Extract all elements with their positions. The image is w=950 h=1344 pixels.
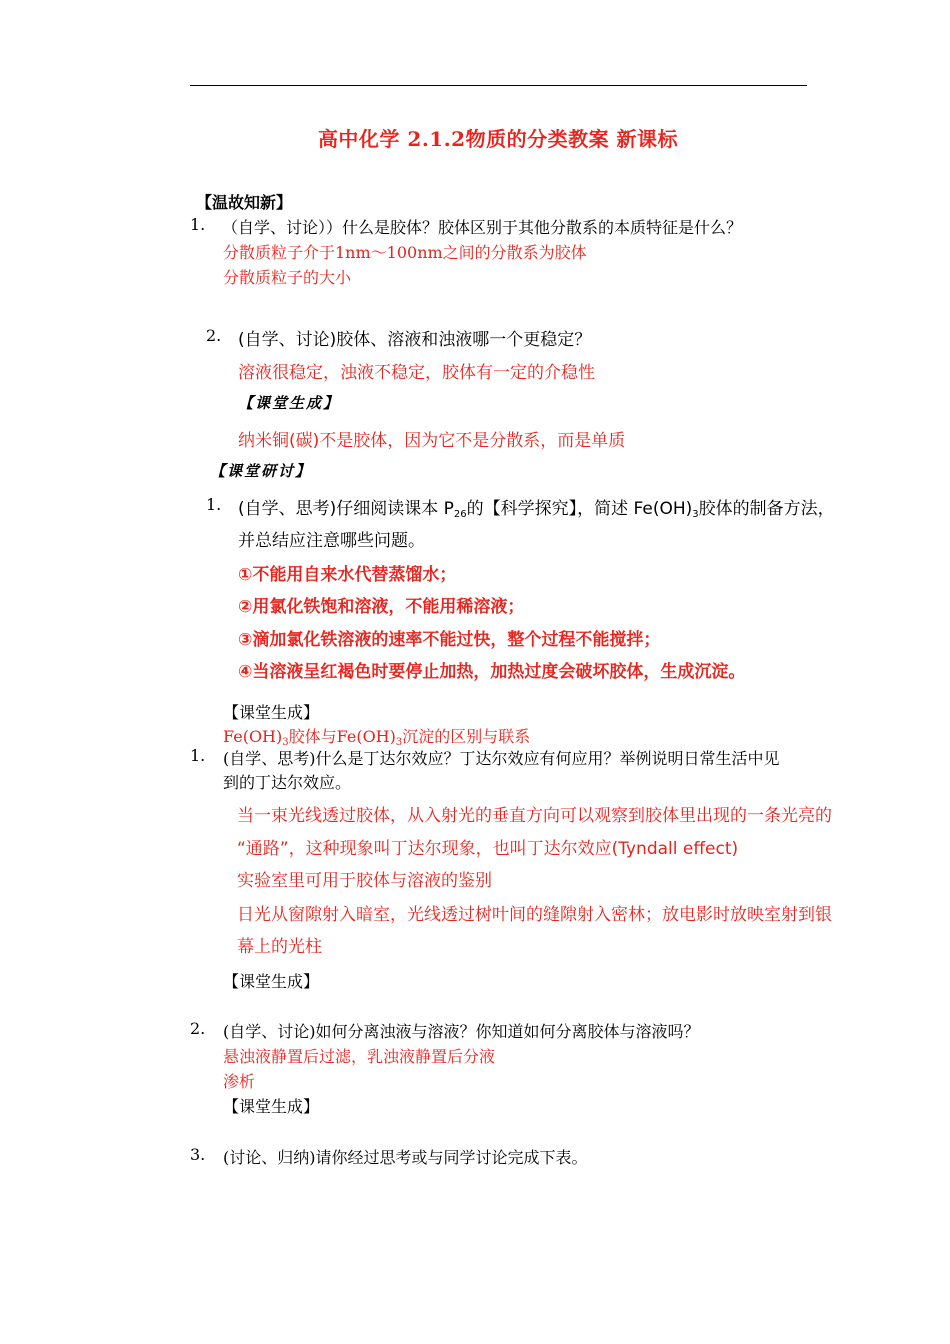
class-generation-heading-1: 【课堂生成】 <box>238 394 341 412</box>
q1-answer-2: 分散质粒子的大小 <box>223 268 352 287</box>
s1-text-line-2: 并总结应注意哪些问题。 <box>238 531 425 551</box>
s2-answer-2: “通路”，这种现象叫丁达尔现象，也叫丁达尔效应(Tyndall effect) <box>237 839 739 859</box>
q1-answer-1: 分散质粒子介于1nm～100nm之间的分散系为胶体 <box>223 243 587 262</box>
s2-text-line-2: 到的丁达尔效应。 <box>223 773 352 792</box>
s3-answer-2: 渗析 <box>223 1072 256 1091</box>
q2-text: (自学、讨论)胶体、溶液和浊液哪一个更稳定？ <box>238 330 592 350</box>
section-review-heading: 【温故知新】 <box>196 193 293 212</box>
s1-answer-1: ①不能用自来水代替蒸馏水； <box>238 565 457 585</box>
s2-text-line-1: (自学、思考)什么是丁达尔效应？丁达尔效应有何应用？举例说明日常生活中见 <box>223 749 780 768</box>
s3-answer-1: 悬浊液静置后过滤，乳浊液静置后分液 <box>223 1047 496 1066</box>
class-generation-heading-2: 【课堂生成】 <box>223 703 320 722</box>
s3-number: 2. <box>190 1019 206 1038</box>
s2-answer-1: 当一束光线透过胶体，从入射光的垂直方向可以观察到胶体里出现的一条光亮的 <box>237 806 832 826</box>
s1-number: 1. <box>206 495 222 514</box>
s2-answer-3: 实验室里可用于胶体与溶液的鉴别 <box>237 871 492 891</box>
s4-number: 3. <box>190 1145 206 1164</box>
s1-answer-3: ③滴加氯化铁溶液的速率不能过快，整个过程不能搅拌； <box>238 630 661 650</box>
page-title: 高中化学 2.1.2物质的分类教案 新课标 <box>317 127 679 151</box>
gen2-answer: $Fe(OH)_3$胶体与$Fe(OH)_3$沉淀的区别与联系 <box>223 727 531 748</box>
s1-answer-4: ④当溶液呈红褐色时要停止加热，加热过度会破坏胶体，生成沉淀。 <box>238 662 746 682</box>
class-generation-heading-4: 【课堂生成】 <box>223 1097 320 1116</box>
gen1-answer: 纳米铜(碳)不是胶体，因为它不是分散系，而是单质 <box>238 431 626 451</box>
q2-number: 2. <box>206 326 222 345</box>
s2-answer-5: 幕上的光柱 <box>237 937 322 957</box>
section-study-heading: 【课堂研讨】 <box>210 462 313 480</box>
s2-number: 1. <box>190 746 206 765</box>
s1-text-line-1: (自学、思考)仔细阅读课本 $P_{26}$的【科学探究】，简述 $Fe(OH)_3$胶体的制备方法， <box>238 499 835 520</box>
q1-number: 1. <box>190 215 206 234</box>
q2-answer: 溶液很稳定，浊液不稳定，胶体有一定的介稳性 <box>238 363 595 383</box>
class-generation-heading-3: 【课堂生成】 <box>223 972 320 991</box>
s3-text: (自学、讨论)如何分离浊液与溶液？你知道如何分离胶体与溶液吗？ <box>223 1022 700 1041</box>
s4-text: (讨论、归纳)请你经过思考或与同学讨论完成下表。 <box>223 1148 588 1167</box>
header-rule <box>190 85 807 86</box>
s1-answer-2: ②用氯化铁饱和溶液，不能用稀溶液； <box>238 597 525 617</box>
s2-answer-4: 日光从窗隙射入暗室，光线透过树叶间的缝隙射入密林；放电影时放映室射到银 <box>237 905 832 925</box>
q1-text: （自学、讨论））什么是胶体？胶体区别于其他分散系的本质特征是什么？ <box>222 218 743 237</box>
